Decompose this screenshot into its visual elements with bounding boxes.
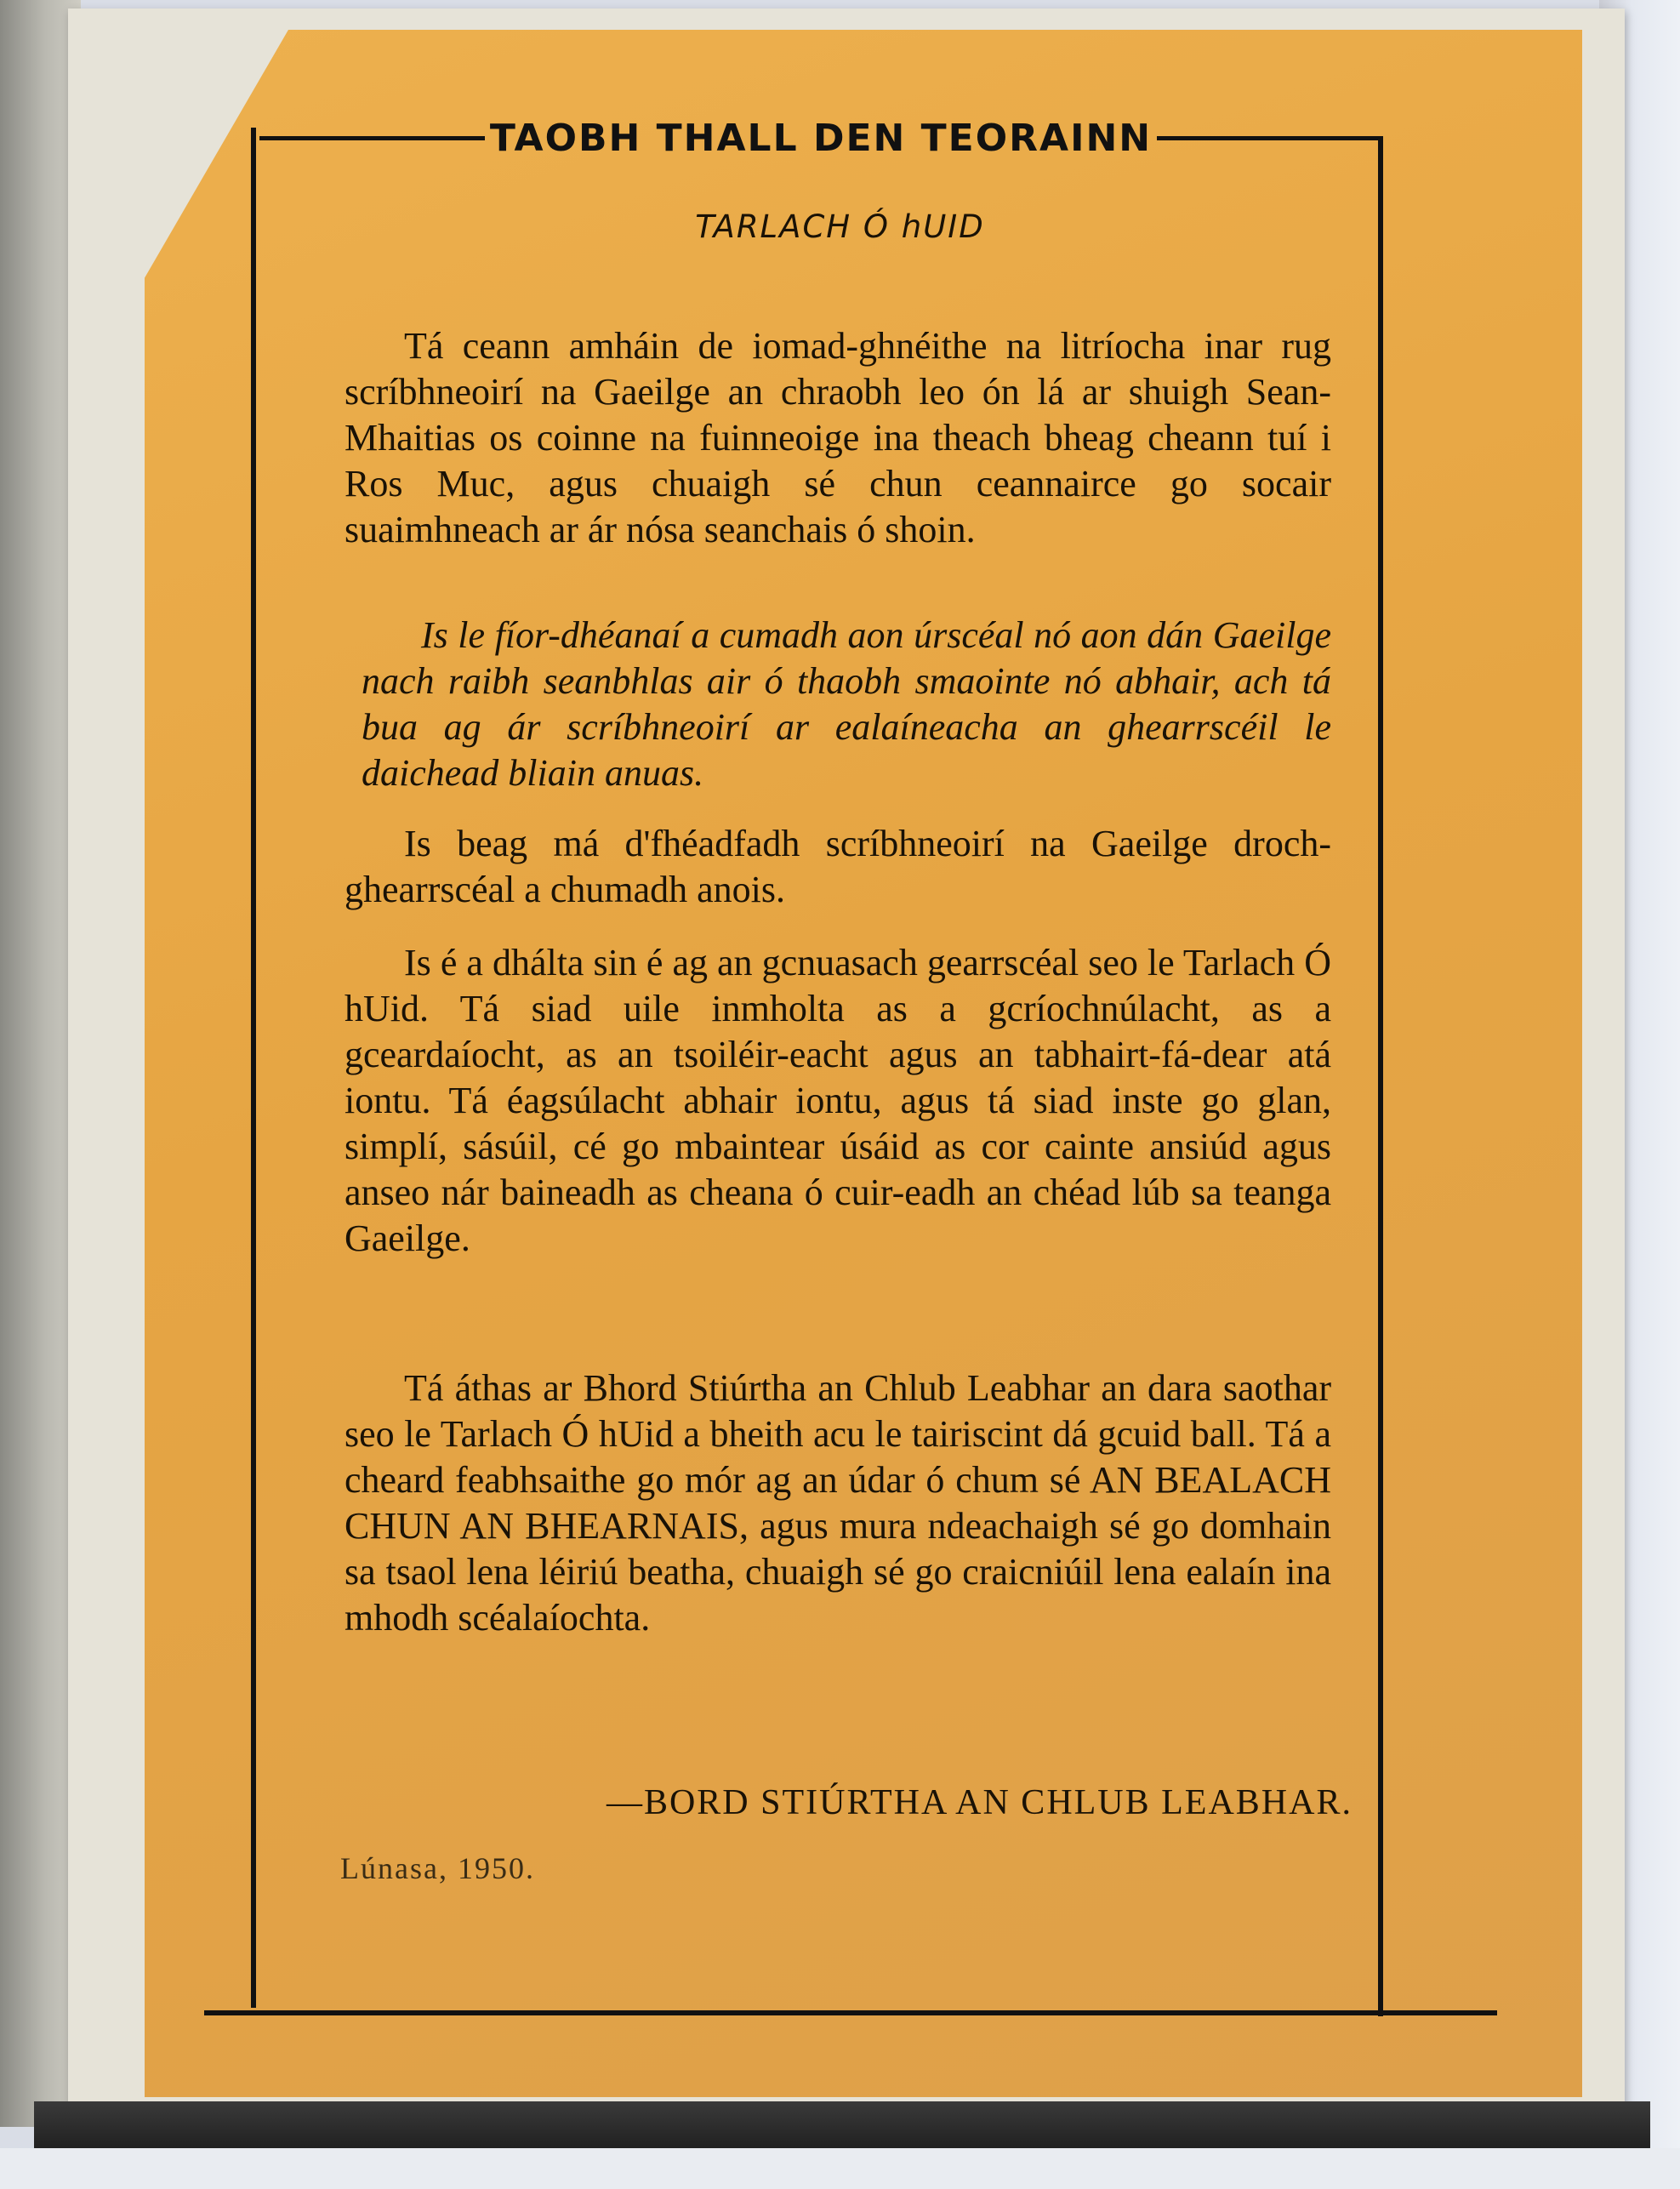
signature: —BORD STIÚRTHA AN CHLUB LEABHAR. — [606, 1783, 1353, 1822]
title-rule-left — [259, 136, 485, 140]
frame-right-rule — [1378, 136, 1383, 2016]
author-name: TARLACH Ó hUID — [695, 208, 985, 245]
book-cover-edge — [34, 2101, 1650, 2152]
title-row — [259, 112, 1382, 163]
frame-left-rule — [251, 128, 256, 2008]
table-surface — [0, 2148, 1680, 2189]
paragraph-2: Is le fíor-dhéanaí a cumadh aon úrscéal nó aon dán Gaeilge nach raibh seanbhlas air ó thaobh smaointe nó abhair, ach tá bua ag ár scríbhneoirí ar ealaíneacha an ghearrscéil le daichead bliain anuas. — [362, 614, 1331, 794]
paragraph-3: Is beag má d'fhéadfadh scríbhneoirí na Gaeilge droch-ghearrscéal a chumadh anois. — [345, 823, 1331, 910]
frame-bottom-rule — [204, 2010, 1497, 2015]
date: Lúnasa, 1950. — [340, 1851, 535, 1885]
page-title: TAOBH THALL DEN TEORAINN — [489, 116, 1153, 160]
paragraph-4: Is é a dhálta sin é ag an gcnuasach gearrscéal seo le Tarlach Ó hUid. Tá siad uile inmholta as a gcríochnúlacht, as a gceardaíocht, as an tsoiléir-eacht agus an tabhairt-fá-dear atá iontu. Tá éagsúlacht abhair iontu, agus tá siad inste go glan, simplí, sásúil, cé go mbaintear úsáid as cor cainte ansiúd agus anseo nár baineadh as cheana ó cuir-eadh an chéad lúb sa teanga Gaeilge. — [345, 942, 1331, 1259]
paragraph-5: Tá áthas ar Bhord Stiúrtha an Chlub Leabhar an dara saothar seo le Tarlach Ó hUid a bheith acu le tairiscint dá gcuid ball. Tá a cheard feabhsaithe go mór ag an údar ó chum sé AN BEALACH CHUN AN BHEARNAIS, agus mura ndeachaigh sé go domhain sa tsaol lena léiriú beatha, chuaigh sé go craicniúil lena ealaín ina mhodh scéalaíochta. — [345, 1367, 1331, 1639]
paragraph-1: Tá ceann amháin de iomad-ghnéithe na litríocha inar rug scríbhneoirí na Gaeilge an chraobh leo ón lá ar shuigh Sean-Mhaitias os coinne na fuinneoige ina theach bheag cheann tuí i Ros Muc, agus chuaigh sé chun ceannairce go socair suaimhneach ar ár nósa seanchais ó shoin. — [345, 325, 1331, 550]
title-rule-right — [1157, 136, 1382, 140]
